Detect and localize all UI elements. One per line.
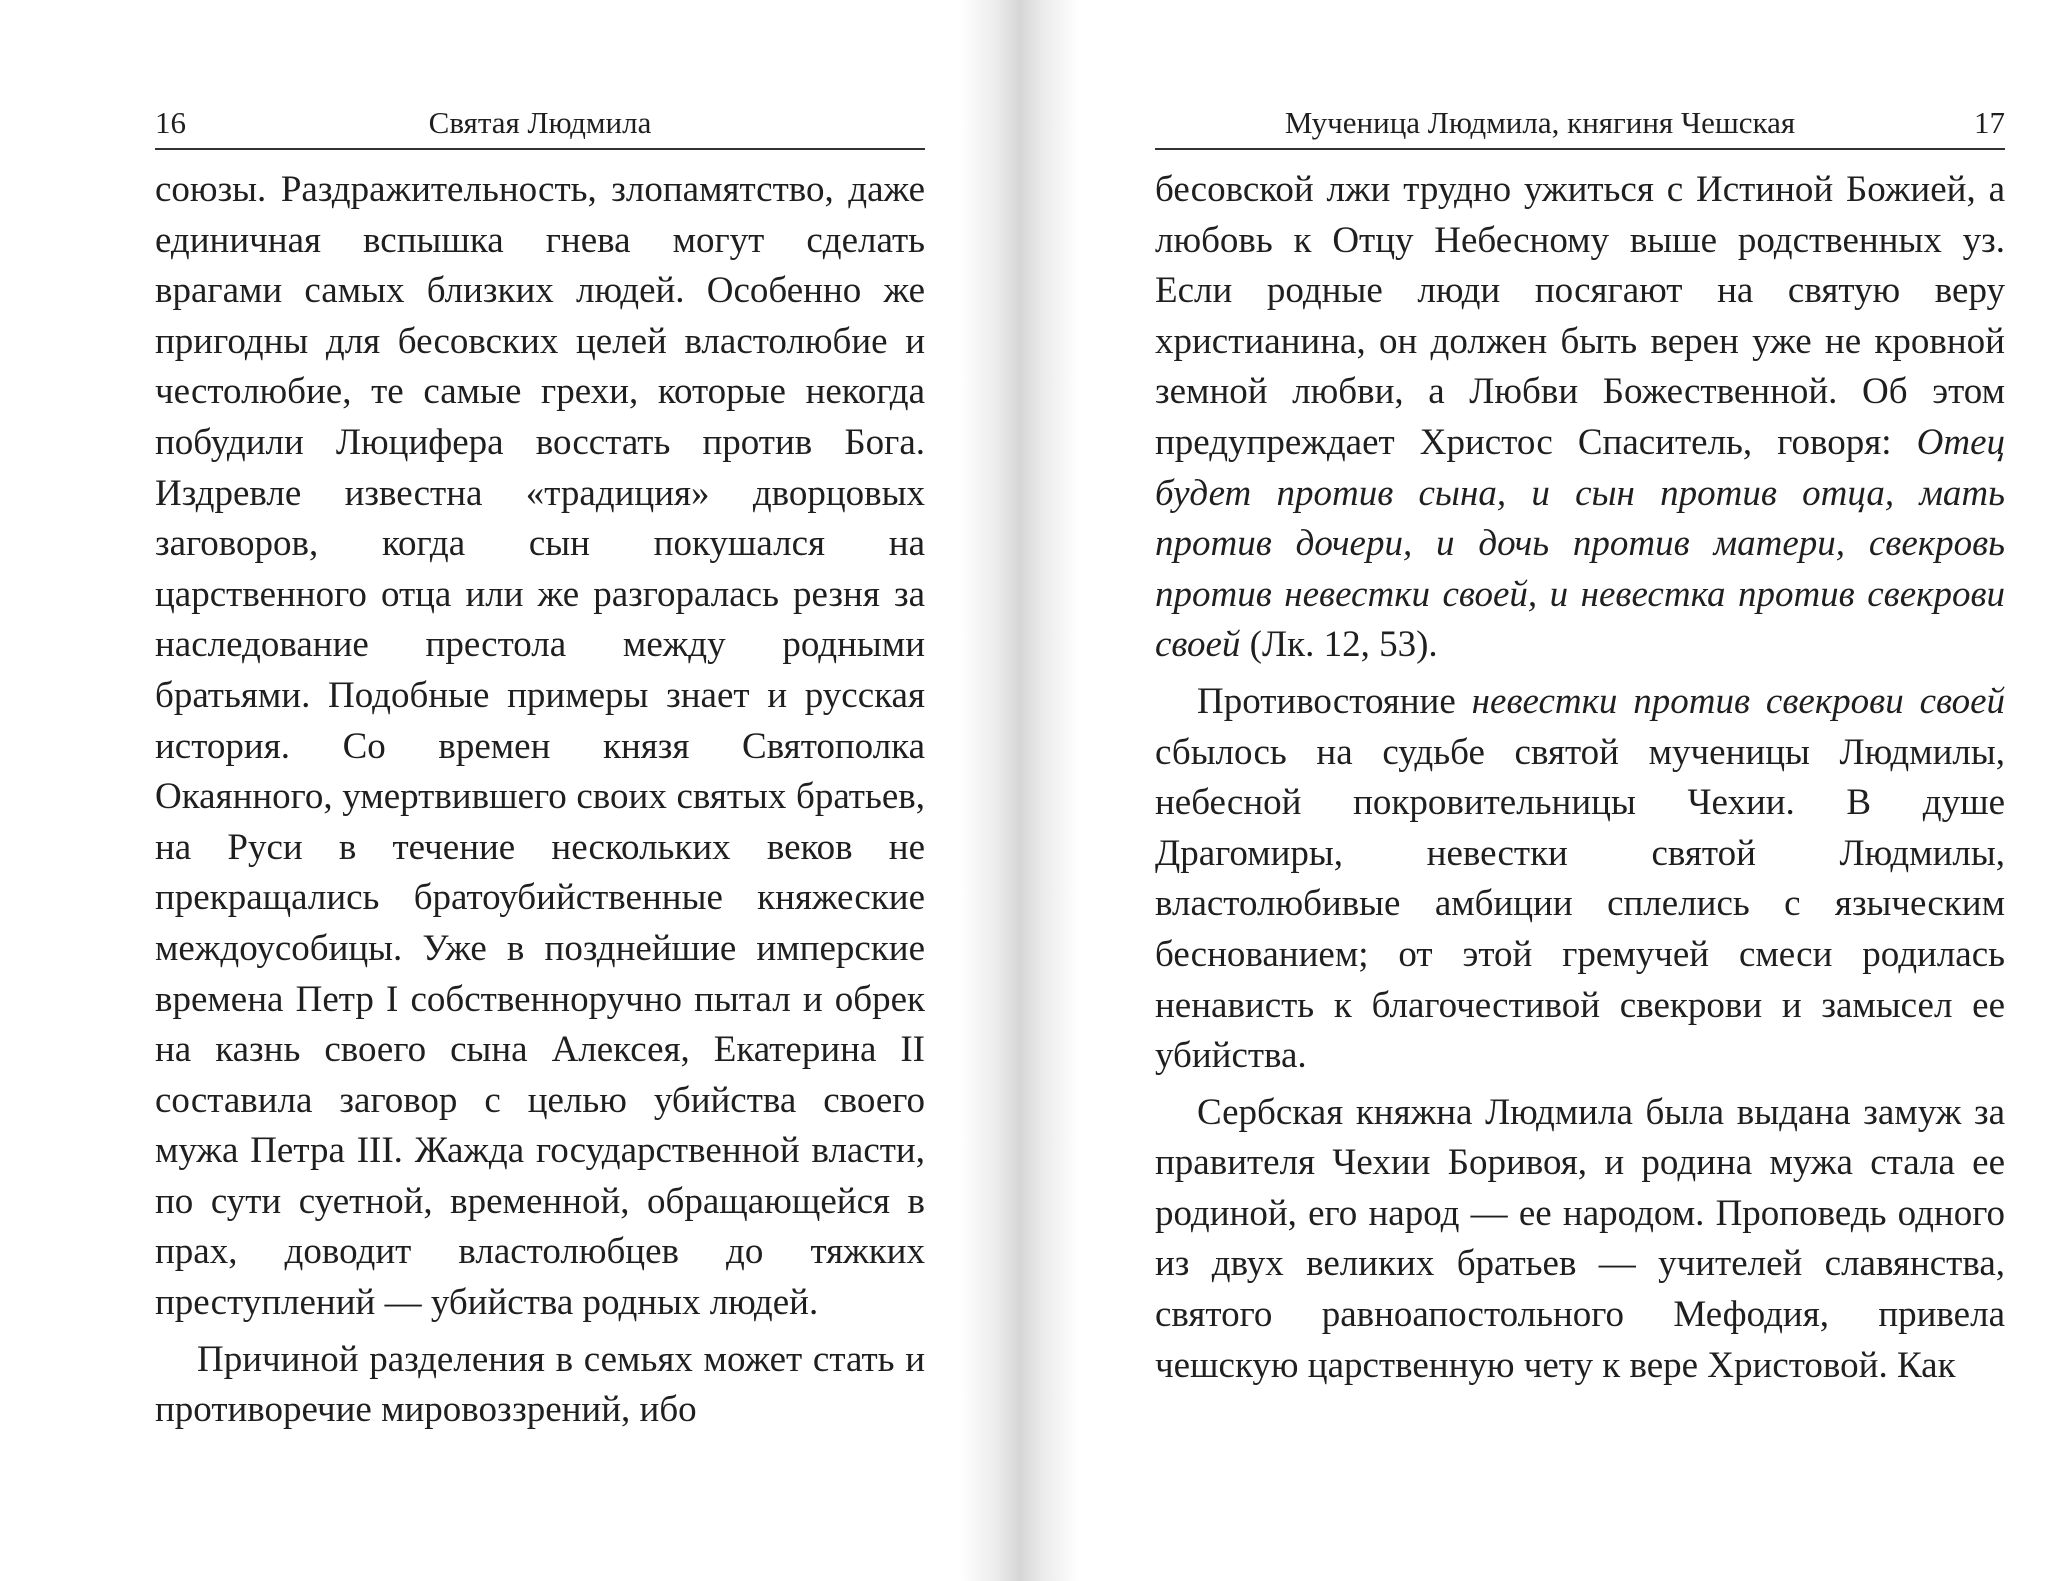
scripture-reference: (Лк. 12, 53). (1240, 624, 1438, 666)
body-text-left (155, 165, 925, 1436)
running-head-left (155, 98, 925, 150)
paragraph (1155, 677, 2005, 1082)
paragraph: союзы. Раздражительность, злопамятство, даже единичная вспышка гнева могут сделать врагами самых близких людей. Особенно же пригодны для бесовских целей властолюбие и честолюбие, те самые грехи, которые некогда побудили Люцифера восстать против Бога. Издревле известна «традиция» дворцовых заговоров, когда сын покушался на царственного отца или же разгоралась резня за наследование престола между родными братьями. Подобные примеры знает и русская история. Со времен князя Святополка Окаянного, умертвившего своих святых братьев, на Руси в течение нескольких веков не прекращались братоубийственные княжеские междоусобицы. Уже в позднейшие имперские времена Петр I собственноручно пытал и обрек на казнь своего сына Алексея, Екатерина II составила заговор с целью убийства своего мужа Петра III. Жажда государственной власти, по сути суетной, временной, обращающейся в прах, доводит властолюбцев до тяжких преступлений — убийства родных людей. (155, 169, 925, 1324)
paragraph-text: сбылось на судьбе святой мученицы Людмилы, небесной покровительницы Чехии. В душе Драгомиры, невестки святой Людмилы, властолюбивые амбиции сплелись с языческим беснованием; от этой гремучей смеси родилась ненависть к благочестивой свекрови и замысел ее убийства. (1155, 731, 2005, 1077)
scripture-quote: невестки против свекрови своей (1471, 680, 2005, 722)
paragraph-text: Противостояние (1197, 680, 1472, 722)
body-text-right (1155, 165, 2005, 1391)
paragraph (1155, 165, 2005, 671)
scripture-quote: Отец будет против сына, и сын против отца, мать против дочери, и дочь против матери, свекровь против невестки своей, и невестка против свекрови своей (1155, 421, 2005, 666)
running-title: Святая Людмила (428, 105, 652, 140)
right-page (1080, 0, 2048, 1581)
book-gutter (960, 0, 1080, 1581)
page-number: 17 (1974, 105, 2005, 140)
paragraph-text: бесовской лжи трудно ужиться с Истиной Божией, а любовь к Отцу Небесному выше родственных уз. Если родные люди посягают на святую веру христианина, он должен быть верен уже не кровной земной любви, а Любви Божественной. Об этом предупреждает Христос Спаситель, говоря: (1155, 169, 2005, 463)
paragraph: Причиной разделения в семьях может стать и противоречие мировоззрений, ибо (155, 1338, 925, 1431)
running-head-right (1155, 98, 2005, 150)
running-title: Мученица Людмила, княгиня Чешская (1284, 105, 1796, 140)
paragraph: Сербская княжна Людмила была выдана замуж за правителя Чехии Боривоя, и родина мужа стала ее родиной, его народ — ее народом. Проповедь одного из двух великих братьев — учителей славянства, святого равноапостольного Мефодия, привела чешскую царственную чету к вере Христовой. Как (1155, 1091, 2005, 1386)
left-page (0, 0, 960, 1581)
page-number: 16 (155, 105, 186, 140)
